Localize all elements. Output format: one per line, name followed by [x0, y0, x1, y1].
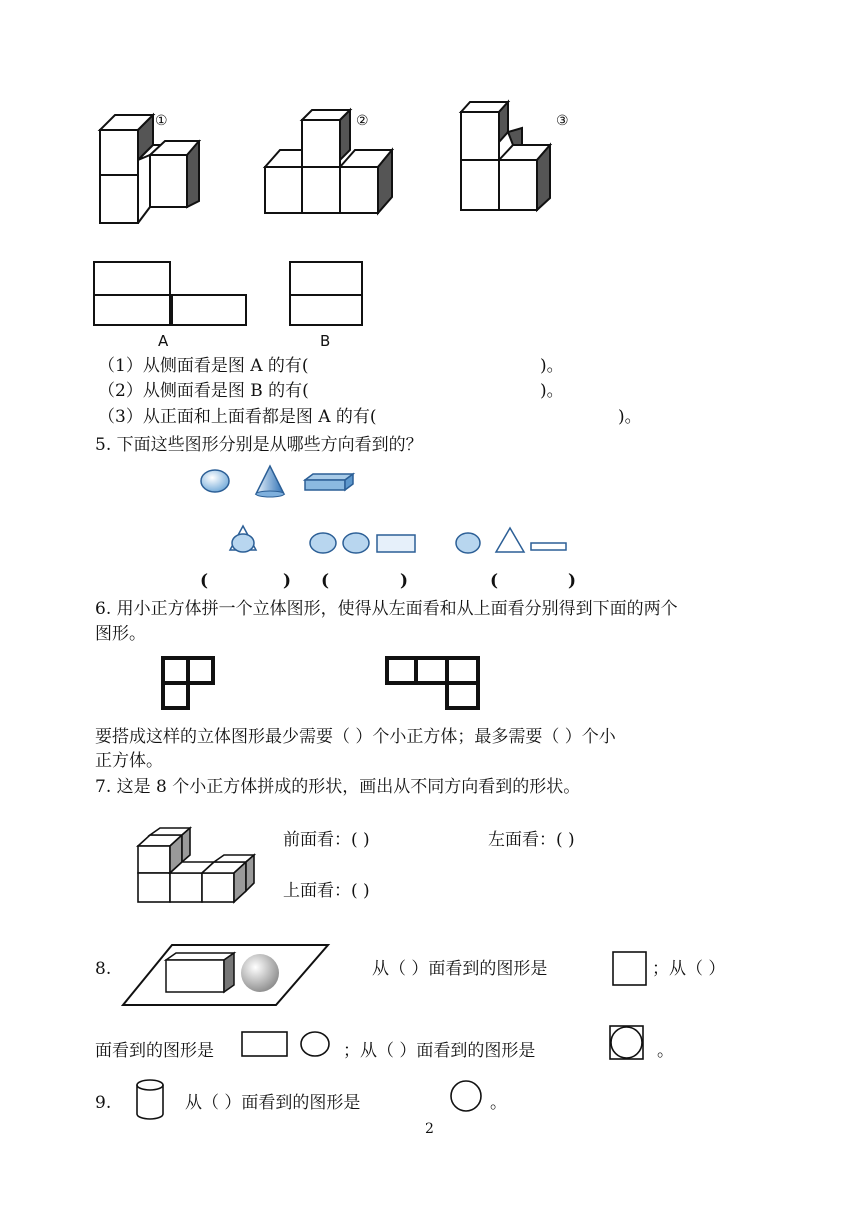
q9-circle-view: [450, 1080, 484, 1114]
q5-blank-3-open: (: [490, 571, 499, 591]
figure-3-mark: ③: [556, 113, 569, 129]
cube-figure-3: [458, 100, 558, 215]
q8-part-3: 面看到的图形是: [95, 1041, 214, 1061]
q8-part-1: 从（ ）面看到的图形是: [372, 959, 548, 979]
q4-line-1: （1）从侧面看是图 A 的有(: [98, 356, 309, 376]
page-number: 2: [425, 1121, 434, 1137]
q7-left-view-label: 左面看：( ): [488, 830, 575, 850]
q4-line-3-end: )。: [618, 407, 642, 427]
q7-front-view-label: 前面看：( ): [283, 830, 370, 850]
q6-answer-line-1: 要搭成这样的立体图形最少需要（ ）个小正方体；最多需要（ ）个小: [95, 727, 616, 747]
q8-part-4: ；从（ ）面看到的图形是: [343, 1041, 536, 1061]
q7-top-view-label: 上面看：( ): [283, 881, 370, 901]
q5-views: [225, 522, 575, 558]
q4-line-3: （3）从正面和上面看都是图 A 的有(: [98, 407, 377, 427]
q5-title: 5. 下面这些图形分别是从哪些方向看到的？: [95, 435, 423, 455]
view-b: [288, 260, 368, 330]
figure-1-mark: ①: [155, 113, 168, 129]
q9-part-2: 。: [490, 1093, 507, 1113]
q8-scene: [120, 942, 330, 1008]
q9-number: 9.: [95, 1093, 112, 1113]
q6-title-line-1: 6. 用小正方体拼一个立体图形，使得从左面看和从上面看分别得到下面的两个: [95, 599, 678, 619]
q8-rect-circle-view: [240, 1028, 335, 1060]
q6-title-line-2: 图形。: [95, 624, 146, 644]
q5-blank-2-close: ): [400, 571, 409, 591]
q4-line-1-end: )。: [540, 356, 564, 376]
q9-part-1: 从（ ）面看到的图形是: [185, 1093, 361, 1113]
figure-2-mark: ②: [356, 113, 369, 129]
view-b-label: B: [320, 332, 331, 350]
q7-cube-figure: [135, 825, 260, 905]
view-a: [92, 260, 252, 330]
q8-part-5: 。: [657, 1041, 674, 1061]
q4-line-2: （2）从侧面看是图 B 的有(: [98, 381, 309, 401]
q8-number: 8.: [95, 959, 112, 979]
q8-part-2: ；从（ ）: [652, 959, 726, 979]
q5-blank-1-open: (: [200, 571, 209, 591]
q5-solids: [195, 462, 365, 502]
q5-blank-1-close: ): [283, 571, 292, 591]
view-a-label: A: [158, 332, 169, 350]
q5-blank-3-close: ): [568, 571, 577, 591]
q8-square-circle-view: [609, 1025, 645, 1061]
cube-figure-2: [262, 105, 402, 215]
q6-top-view: [384, 655, 484, 715]
q8-square-view: [612, 951, 648, 987]
q7-title: 7. 这是 8 个小正方体拼成的形状，画出从不同方向看到的形状。: [95, 777, 581, 797]
q6-left-view: [160, 655, 220, 715]
q9-cylinder: [134, 1078, 166, 1123]
q5-blank-2-open: (: [321, 571, 330, 591]
q6-answer-line-2: 正方体。: [95, 751, 163, 771]
q4-line-2-end: )。: [540, 381, 564, 401]
